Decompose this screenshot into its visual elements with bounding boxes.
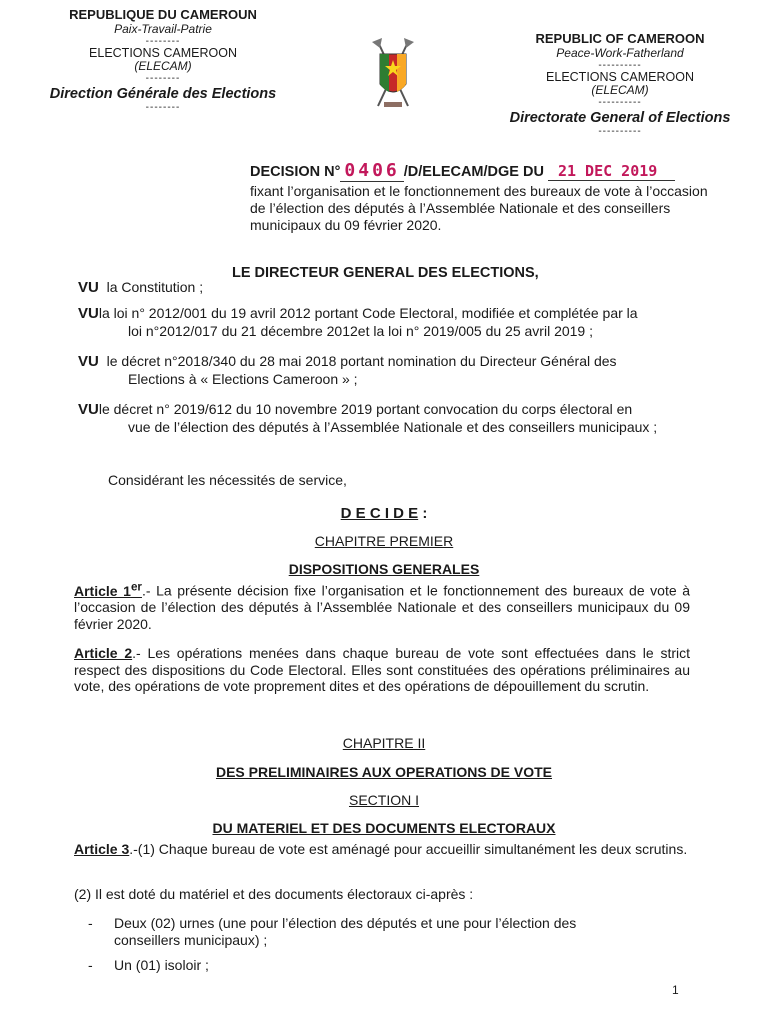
vu-text: le décret n°2018/340 du 28 mai 2018 portant nomination du Directeur Général des <box>106 353 617 369</box>
chapter-2-title: DES PRELIMINAIRES AUX OPERATIONS DE VOTE <box>215 764 553 780</box>
article-3 <box>74 841 690 858</box>
director-heading: LE DIRECTEUR GENERAL DES ELECTIONS, <box>232 265 539 281</box>
article-1-label <box>74 580 142 599</box>
vu-text-cont: vue de l’élection des députés à l’Assemblée Nationale et des conseillers municipaux ; <box>128 419 658 435</box>
dept-fr: Direction Générale des Elections <box>49 85 277 102</box>
separator: ---------- <box>598 59 642 71</box>
article-3-label: Article 3 <box>74 841 130 857</box>
separator: -------- <box>145 72 181 84</box>
org-en: ELECTIONS CAMEROON <box>546 69 694 84</box>
vu-item <box>78 401 698 436</box>
separator: ---------- <box>598 96 642 108</box>
article-2-text: .- Les opérations menées dans chaque bureau de vote sont effectuées dans le strict respect des dispositions du Code Electoral. Elles sont constituées des opérations préliminaires au vote, des opérations de vote proprement dites et des opérations de dépouillement du scrutin. <box>74 645 691 695</box>
article-3-para-2: (2) Il est doté du matériel et des documents électoraux ci-après : <box>74 886 474 902</box>
list-text-cont: conseillers municipaux) ; <box>114 931 268 948</box>
org-abbr-en: (ELECAM) <box>591 83 649 98</box>
vu-label: VU <box>78 305 99 322</box>
list-text: Deux (02) urnes (une pour l’élection des députés et une pour l’élection des <box>114 915 577 931</box>
article-3-text: .-(1) Chaque bureau de vote est aménagé pour accueillir simultanément les deux scrutins. <box>129 841 688 857</box>
country-fr: REPUBLIQUE DU CAMEROUN <box>69 7 257 22</box>
decision-subtitle: fixant l’organisation et le fonctionnement des bureaux de vote à l’occasion de l’élection des députés à l’Assemblée Nationale et des conseillers municipaux du 09 février 2020. <box>250 183 708 233</box>
decision-mid: /D/ELECAM/DGE DU <box>403 164 544 180</box>
chapter-1-title: DISPOSITIONS GENERALES <box>288 561 480 577</box>
chapter-2: CHAPITRE II <box>342 735 426 751</box>
separator: ---------- <box>598 125 642 137</box>
decision-prefix: DECISION N° <box>250 164 341 180</box>
vu-text: la Constitution ; <box>106 279 204 295</box>
decision-block <box>250 160 710 233</box>
vu-text: le décret n° 2019/612 du 10 novembre 2019 portant convocation du corps électoral en <box>98 401 633 417</box>
article-2 <box>74 645 690 695</box>
section-1: SECTION I <box>348 792 419 808</box>
vu-text-cont: loi n°2012/017 du 21 décembre 2012et la loi n° 2019/005 du 25 avril 2019 ; <box>128 323 593 339</box>
list-text: Un (01) isoloir ; <box>114 957 209 973</box>
decision-date-stamp: 21 DEC 2019 <box>548 162 675 181</box>
separator: -------- <box>145 101 181 113</box>
list-dash: - <box>88 957 93 973</box>
list-dash: - <box>88 915 93 931</box>
decision-number-stamp: 0406 <box>340 160 403 182</box>
page-number: 1 <box>672 983 679 997</box>
vu-item <box>78 353 698 388</box>
decide-heading <box>0 505 768 522</box>
vu-item <box>78 305 698 340</box>
header-right <box>498 32 742 136</box>
article-label-text: Article 1 <box>74 582 131 599</box>
org-abbr-fr: (ELECAM) <box>134 59 192 74</box>
article-1-text: .- La présente décision fixe l’organisation et le fonctionnement des bureaux de vote à l’occasion de l’élection des députés à l’Assemblée Nationale et des conseillers municipaux du 09 février 2020. <box>74 582 690 632</box>
vu-label: VU <box>78 353 99 370</box>
chapter-1: CHAPITRE PREMIER <box>314 533 454 549</box>
section-1-title: DU MATERIEL ET DES DOCUMENTS ELECTORAUX <box>212 820 556 836</box>
vu-item <box>78 279 698 297</box>
article-2-label: Article 2 <box>74 645 133 661</box>
vu-text-cont: Elections à « Elections Cameroon » ; <box>128 371 358 387</box>
list-item <box>88 915 688 949</box>
decide-word: D E C I D E <box>340 505 419 522</box>
considerant: Considérant les nécessités de service, <box>108 472 347 488</box>
country-en: REPUBLIC OF CAMEROON <box>535 31 705 46</box>
separator: -------- <box>145 35 181 47</box>
motto-en: Peace-Work-Fatherland <box>556 45 684 60</box>
dept-en: Directorate General of Elections <box>509 109 731 126</box>
decide-colon: : <box>418 505 428 522</box>
org-fr: ELECTIONS CAMEROON <box>89 45 237 60</box>
article-1 <box>74 580 690 632</box>
vu-label: VU <box>78 401 99 418</box>
motto-fr: Paix-Travail-Patrie <box>114 21 212 36</box>
header-left <box>40 8 286 112</box>
decision-title <box>250 160 710 181</box>
cameroon-coat-of-arms-icon <box>368 36 418 112</box>
vu-text: la loi n° 2012/001 du 19 avril 2012 portant Code Electoral, modifiée et complétée par la <box>98 305 638 321</box>
list-item <box>88 957 688 974</box>
article-label-sup: er <box>130 580 142 593</box>
vu-label: VU <box>78 279 99 296</box>
